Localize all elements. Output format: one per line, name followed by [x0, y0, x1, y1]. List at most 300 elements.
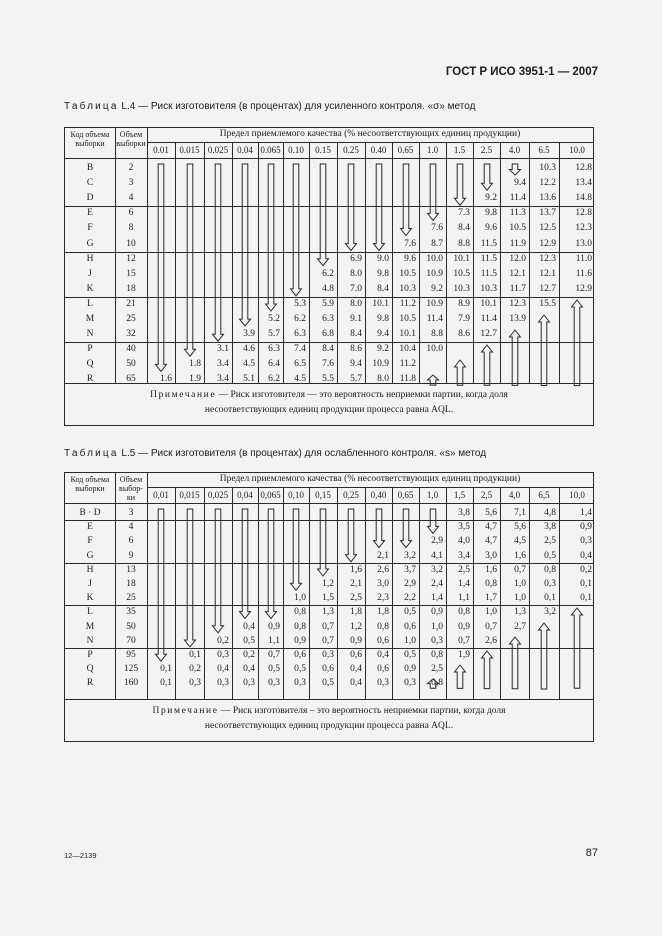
risk-value: 0,3	[377, 678, 389, 689]
grid-line	[147, 128, 148, 383]
risk-value: 4,7	[485, 536, 497, 547]
risk-value: 8.4	[350, 329, 362, 340]
row-size: 18	[126, 283, 136, 294]
risk-value: 0,3	[294, 678, 306, 689]
down-arrow-icon	[289, 508, 303, 591]
row-code: B	[86, 163, 94, 173]
risk-value: 1,5	[322, 593, 334, 604]
table-l5	[64, 472, 594, 742]
row-code: P	[87, 344, 93, 355]
risk-value: 1,0	[294, 593, 306, 604]
aql-heading: Предел приемлемого качества (% несоответствующих единиц продукции)	[219, 474, 521, 484]
row-code: K	[86, 593, 94, 604]
risk-value: 0,9	[350, 635, 362, 646]
risk-value: 5.3	[294, 298, 306, 309]
risk-value: 1,8	[377, 607, 389, 618]
aql-column-header: 0.065	[260, 145, 281, 155]
risk-value: 10.9	[426, 298, 443, 309]
risk-value: 15.5	[539, 298, 556, 309]
risk-value: 9.6	[404, 253, 416, 264]
risk-value: 3,0	[485, 550, 497, 561]
row-code: H	[86, 564, 94, 575]
risk-value: 4,8	[544, 508, 556, 518]
risk-value: 0,9	[268, 621, 280, 632]
row-code: L	[87, 607, 93, 618]
row-size: 10	[126, 238, 136, 249]
aql-column-header: 0.04	[237, 145, 253, 155]
risk-value: 0,6	[294, 650, 306, 660]
aql-column-header: 0.15	[315, 145, 331, 155]
caption-text: L.4 — Риск изготовителя (в процентах) для усиленного контроля. «σ» метод	[118, 101, 476, 112]
risk-value: 6.5	[294, 359, 306, 370]
note-label: Примечание	[150, 390, 217, 400]
risk-value: 11.5	[480, 253, 497, 264]
risk-value: 7,1	[514, 508, 526, 518]
risk-value: 10.5	[509, 223, 526, 234]
risk-value: 6.8	[322, 329, 334, 340]
risk-value: 13.6	[539, 193, 556, 204]
risk-value: 12.9	[539, 238, 556, 249]
risk-value: 10.3	[399, 283, 416, 294]
risk-value: 11.6	[575, 268, 592, 279]
risk-value: 0,2	[217, 635, 229, 646]
risk-value: 1.9	[189, 374, 201, 385]
row-code: N	[86, 329, 94, 340]
risk-value: 0,4	[243, 664, 255, 675]
risk-value: 0,9	[431, 607, 443, 618]
row-size: 50	[126, 621, 136, 632]
risk-value: 9.2	[485, 193, 497, 204]
risk-value: 0,9	[580, 522, 592, 533]
risk-value: 10.9	[426, 268, 443, 279]
risk-value: 2,5	[544, 536, 556, 547]
down-arrow-icon	[211, 163, 225, 342]
risk-value: 13.4	[575, 178, 592, 189]
risk-value: 0,6	[322, 664, 334, 675]
row-code: M	[85, 314, 95, 324]
risk-value: 0,2	[580, 564, 592, 575]
aql-column-header: 0,015	[179, 490, 200, 500]
risk-value: 0,4	[217, 664, 229, 675]
risk-value: 0,3	[544, 579, 556, 589]
up-arrow-icon	[480, 344, 494, 386]
risk-value: 10.3	[453, 283, 470, 294]
up-arrow-icon	[453, 359, 467, 386]
down-arrow-icon	[316, 508, 330, 577]
risk-value: 6.9	[350, 253, 362, 264]
down-arrow-icon	[508, 163, 522, 176]
risk-value: 9.4	[350, 359, 362, 370]
risk-value: 0,4	[350, 664, 362, 675]
row-size: 4	[128, 522, 134, 533]
risk-value: 4,7	[485, 522, 497, 533]
risk-value: 3,8	[458, 508, 470, 518]
risk-value: 12.7	[539, 283, 556, 294]
risk-value: 9.6	[485, 223, 497, 234]
risk-value: 3,8	[544, 522, 556, 533]
risk-value: 13.9	[509, 314, 526, 324]
row-code: E	[87, 208, 93, 219]
risk-value: 1,1	[458, 593, 470, 604]
up-arrow-icon	[537, 622, 551, 690]
risk-value: 4.6	[243, 344, 255, 355]
risk-value: 0,5	[243, 635, 255, 646]
risk-value: 1,4	[458, 579, 470, 589]
down-arrow-icon	[480, 163, 494, 191]
row-size: 6	[128, 536, 134, 547]
aql-column-header: 0.01	[153, 145, 169, 155]
risk-value: 12.0	[509, 253, 526, 264]
risk-value: 10.4	[399, 344, 416, 355]
row-size: 125	[123, 664, 139, 675]
down-arrow-icon	[453, 163, 467, 206]
col-header-size: Объем выборки	[116, 130, 146, 148]
table-l4	[64, 127, 594, 426]
row-code: K	[86, 283, 94, 294]
row-size: 70	[126, 635, 136, 646]
aql-column-header: 0,025	[207, 490, 229, 500]
row-size: 13	[126, 564, 136, 575]
risk-value: 6.4	[268, 359, 280, 370]
aql-column-header: 0,10	[288, 490, 304, 500]
risk-value: 0,9	[294, 635, 306, 646]
risk-value: 0,6	[377, 635, 389, 646]
row-size: 12	[126, 253, 136, 264]
risk-value: 10.5	[399, 314, 416, 324]
risk-value: 0,4	[580, 550, 592, 561]
footer-left: 12—2139	[64, 851, 97, 860]
row-code: F	[87, 536, 93, 547]
risk-value: 2,6	[377, 564, 389, 575]
caption-prefix: Таблица	[64, 448, 119, 459]
row-code: Q	[86, 664, 94, 675]
risk-value: 0,4	[350, 678, 362, 689]
row-size: 6	[128, 208, 134, 219]
risk-value: 3.4	[217, 374, 229, 385]
risk-value: 7.9	[458, 314, 470, 324]
risk-value: 0,3	[404, 678, 416, 689]
risk-value: 0,4	[377, 650, 389, 660]
risk-value: 0,6	[377, 664, 389, 675]
risk-value: 0,5	[404, 650, 416, 660]
risk-value: 8.0	[350, 298, 362, 309]
risk-value: 11.0	[575, 253, 592, 264]
up-arrow-icon	[480, 650, 494, 690]
down-arrow-icon	[372, 163, 386, 252]
up-arrow-icon	[570, 607, 584, 689]
row-code: J	[88, 268, 92, 279]
aql-column-header: 1.5	[453, 145, 466, 155]
risk-value: 11.9	[509, 238, 526, 249]
risk-value: 8.8	[431, 329, 443, 340]
row-code: G	[86, 550, 94, 561]
aql-column-header: 6,5	[538, 490, 550, 500]
risk-value: 8.4	[377, 283, 389, 294]
aql-column-header: 0,01	[153, 490, 169, 500]
risk-value: 0,3	[243, 678, 255, 689]
risk-value: 4.5	[294, 374, 306, 385]
caption-prefix: Таблица	[64, 101, 119, 112]
aql-column-header: 1.0	[426, 145, 439, 155]
risk-value: 12.3	[539, 253, 556, 264]
risk-value: 5.1	[243, 374, 255, 385]
risk-value: 6.2	[322, 268, 334, 279]
risk-value: 8.6	[350, 344, 362, 355]
down-arrow-icon	[289, 163, 303, 297]
up-arrow-icon	[570, 299, 584, 387]
aql-column-header: 0,065	[260, 490, 281, 500]
table-note	[65, 704, 593, 719]
row-code: C	[86, 178, 94, 189]
risk-value: 10.9	[372, 359, 389, 370]
risk-value: 0,5	[322, 678, 334, 689]
risk-value: 13.0	[575, 238, 592, 249]
risk-value: 8.0	[350, 268, 362, 279]
down-arrow-icon	[238, 508, 252, 620]
risk-value: 4,5	[514, 536, 526, 547]
risk-value: 0,8	[544, 564, 556, 575]
col-header-size: Объем выбор-ки	[119, 475, 143, 502]
down-arrow-icon	[399, 163, 413, 237]
aql-column-header: 6.5	[538, 145, 550, 155]
row-code: J	[88, 579, 92, 589]
aql-column-header: 10.0	[569, 145, 585, 155]
aql-column-header: 0.025	[207, 145, 229, 155]
row-size: 18	[126, 579, 136, 589]
risk-value: 3,2	[404, 550, 416, 561]
risk-value: 10.0	[426, 344, 443, 355]
row-code: B · D	[79, 508, 101, 518]
risk-value: 8.4	[458, 223, 470, 234]
risk-value: 3.4	[217, 359, 229, 370]
risk-value: 9.1	[350, 314, 362, 324]
risk-value: 8.7	[431, 238, 443, 249]
risk-value: 12.5	[539, 223, 556, 234]
row-code: Q	[86, 359, 94, 370]
risk-value: 9.8	[377, 268, 389, 279]
risk-value: 0,1	[580, 593, 592, 604]
risk-value: 8.6	[458, 329, 470, 340]
risk-value: 7.6	[322, 359, 334, 370]
risk-value: 5.7	[268, 329, 280, 340]
risk-value: 0,7	[514, 564, 526, 575]
row-code: G	[86, 238, 94, 249]
down-arrow-icon	[154, 508, 168, 662]
risk-value: 11.2	[399, 298, 416, 309]
down-arrow-icon	[344, 163, 358, 252]
risk-value: 1,8	[350, 607, 362, 618]
risk-value: 0,7	[458, 635, 470, 646]
risk-value: 0,8	[431, 650, 443, 660]
aql-column-header: 0,04	[237, 490, 253, 500]
risk-value: 6.3	[322, 314, 334, 324]
risk-value: 4,1	[431, 550, 443, 561]
risk-value: 9.2	[431, 283, 443, 294]
risk-value: 12.3	[575, 223, 592, 234]
aql-column-header: 0.25	[343, 145, 359, 155]
risk-value: 2,1	[350, 579, 362, 589]
down-arrow-icon	[264, 163, 278, 312]
risk-value: 2,5	[458, 564, 470, 575]
risk-value: 1,6	[485, 564, 497, 575]
risk-value: 8.0	[377, 374, 389, 385]
risk-value: 1,2	[350, 621, 362, 632]
table-note-line2: несоответствующих единиц продукции процесса равна AQL.	[204, 405, 454, 415]
row-code: N	[86, 635, 94, 646]
risk-value: 10.5	[453, 268, 470, 279]
row-code: F	[87, 223, 93, 234]
risk-value: 12.3	[509, 298, 526, 309]
row-size: 25	[126, 314, 136, 324]
down-arrow-icon	[372, 508, 386, 549]
risk-value: 4,0	[458, 536, 470, 547]
table-note-line2: несоответствующих единиц продукции процесса равна AQL.	[204, 721, 454, 731]
grid-line	[175, 142, 176, 383]
down-arrow-icon	[238, 163, 252, 327]
risk-value: 0,5	[544, 550, 556, 561]
risk-value: 0,4	[243, 621, 255, 632]
row-size: 25	[126, 593, 136, 604]
risk-value: 13.7	[539, 208, 556, 219]
risk-value: 0,7	[322, 621, 334, 632]
risk-value: 0,8	[294, 621, 306, 632]
page-number: 87	[585, 847, 598, 859]
risk-value: 2,4	[431, 579, 443, 589]
risk-value: 1,3	[514, 607, 526, 618]
risk-value: 0,1	[160, 664, 172, 675]
risk-value: 6.3	[294, 329, 306, 340]
risk-value: 2,9	[404, 579, 416, 589]
risk-value: 0,5	[404, 607, 416, 618]
row-code: E	[87, 522, 93, 533]
risk-value: 2,1	[377, 550, 389, 561]
risk-value: 12.1	[539, 268, 556, 279]
risk-value: 0,5	[294, 664, 306, 675]
row-size: 65	[126, 374, 136, 385]
risk-value: 11.3	[509, 208, 526, 219]
risk-value: 10.1	[372, 298, 389, 309]
risk-value: 2,6	[485, 635, 497, 646]
aql-column-header: 2,5	[480, 490, 493, 500]
aql-column-header: 0,65	[397, 490, 414, 500]
risk-value: 7.6	[431, 223, 443, 234]
risk-value: 0,9	[404, 664, 416, 675]
risk-value: 1,0	[514, 593, 526, 604]
aql-column-header: 0.10	[288, 145, 304, 155]
row-code: R	[86, 374, 94, 385]
risk-value: 3.1	[217, 344, 229, 355]
risk-value: 10.3	[480, 283, 497, 294]
aql-column-header: 4.0	[508, 145, 521, 155]
risk-value: 1,0	[404, 635, 416, 646]
aql-heading: Предел приемлемого качества (% несоответствующих единиц продукции)	[219, 129, 521, 139]
risk-value: 1,6	[350, 564, 362, 575]
risk-value: 0,3	[322, 650, 334, 660]
aql-column-header: 0,15	[315, 490, 331, 500]
risk-value: 3,7	[404, 564, 416, 575]
risk-value: 9.4	[377, 329, 389, 340]
down-arrow-icon	[183, 508, 197, 648]
aql-column-header: 0.40	[370, 145, 387, 155]
risk-value: 2,9	[431, 536, 443, 547]
aql-column-header: 4,0	[508, 490, 521, 500]
up-arrow-icon	[508, 636, 522, 690]
risk-value: 2,5	[431, 664, 443, 675]
risk-value: 5.9	[322, 298, 334, 309]
risk-value: 1,9	[458, 650, 470, 660]
down-arrow-icon	[183, 163, 197, 357]
risk-value: 5,6	[514, 522, 526, 533]
aql-column-header: 10,0	[569, 490, 585, 500]
down-arrow-icon	[211, 508, 225, 634]
risk-value: 5,6	[485, 508, 497, 518]
risk-value: 11.8	[399, 374, 416, 385]
note-text: — Риск изготовителя – это вероятность неприемки партии, когда доля	[218, 706, 506, 716]
row-code: H	[86, 253, 94, 264]
risk-value: 9.2	[377, 344, 389, 355]
risk-value: 1,0	[485, 607, 497, 618]
risk-value: 12.8	[575, 163, 592, 173]
table-l4-caption	[64, 101, 475, 112]
risk-value: 12.8	[575, 208, 592, 219]
risk-value: 10.5	[399, 268, 416, 279]
note-label: Примечание	[152, 706, 219, 716]
row-size: 32	[126, 329, 136, 340]
row-size: 3	[128, 508, 134, 518]
risk-value: 3,2	[544, 607, 556, 618]
risk-value: 12.1	[509, 268, 526, 279]
risk-value: 11.2	[399, 359, 416, 370]
risk-value: 0,5	[268, 664, 280, 675]
down-arrow-icon	[426, 163, 440, 221]
risk-value: 0,1	[160, 678, 172, 689]
aql-column-header: 2.5	[480, 145, 493, 155]
risk-value: 11.4	[426, 314, 443, 324]
risk-value: 3,4	[458, 550, 470, 561]
row-size: 15	[126, 268, 136, 279]
risk-value: 0,8	[485, 579, 497, 589]
row-code: D	[86, 193, 94, 204]
risk-value: 10.1	[453, 253, 470, 264]
risk-value: 0,7	[485, 621, 497, 632]
risk-value: 8.8	[458, 238, 470, 249]
up-arrow-icon	[426, 374, 440, 386]
risk-value: 6.3	[268, 344, 280, 355]
row-size: 35	[126, 607, 136, 618]
risk-value: 0,6	[350, 650, 362, 660]
risk-value: 2,3	[377, 593, 389, 604]
row-code: R	[86, 678, 94, 689]
risk-value: 0,1	[544, 593, 556, 604]
risk-value: 0,6	[404, 621, 416, 632]
risk-value: 3,5	[458, 522, 470, 533]
aql-column-header: 1,0	[426, 490, 439, 500]
row-code: P	[87, 650, 93, 660]
risk-value: 10.3	[539, 163, 556, 173]
row-code: L	[87, 298, 93, 309]
risk-value: 0,8	[431, 678, 443, 689]
risk-value: 2,7	[514, 621, 526, 632]
risk-value: 11.5	[480, 268, 497, 279]
row-size: 160	[123, 678, 139, 689]
risk-value: 6.2	[268, 374, 280, 385]
risk-value: 0,8	[458, 607, 470, 618]
col-header-code: Код объема выборки	[70, 130, 110, 148]
risk-value: 0,7	[268, 650, 280, 660]
up-arrow-icon	[508, 329, 522, 386]
risk-value: 0,9	[458, 621, 470, 632]
risk-value: 2,5	[350, 593, 362, 604]
